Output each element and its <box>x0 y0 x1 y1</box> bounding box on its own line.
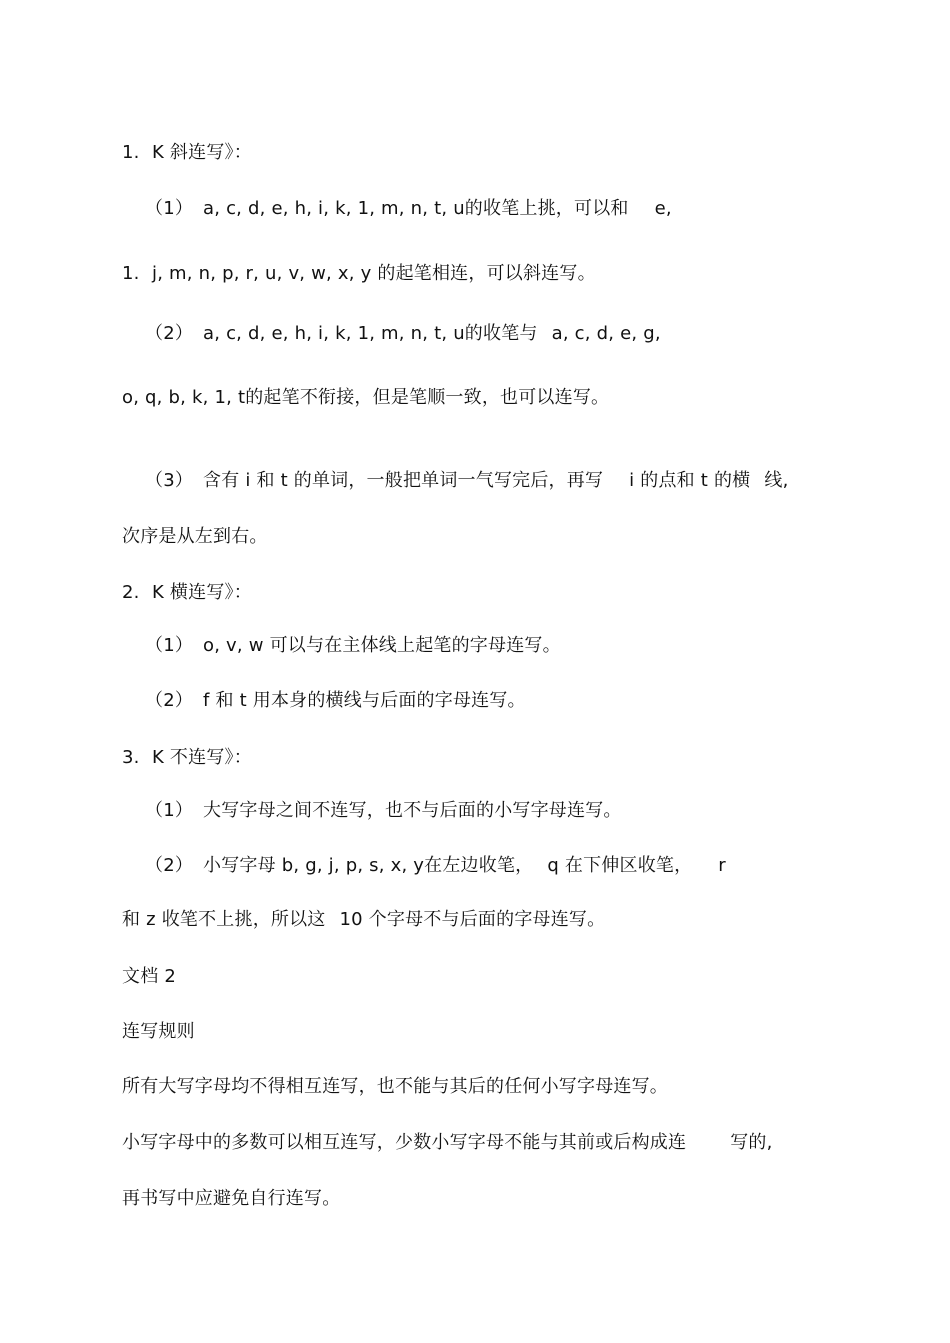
item-text: o, v, w 可以与在主体线上起笔的字母连写。 <box>203 635 561 656</box>
item-text: 大写字母之间不连写，也不与后面的小写字母连写。 <box>203 800 622 821</box>
section1-heading <box>122 142 830 164</box>
item-text: f 和 t 用本身的横线与后面的字母连写。 <box>203 690 526 711</box>
item-text: 和 z 收笔不上挑，所以这 <box>122 909 326 930</box>
section2-item1 <box>145 635 830 657</box>
section3-item1 <box>145 800 830 822</box>
doc2-subtitle: 连写规则 <box>122 1021 195 1042</box>
item-text: a, c, d, e, h, i, k, 1, m, n, t, u的收笔与 <box>203 323 538 344</box>
item-text-tail: a, c, d, e, g, <box>551 323 661 344</box>
section2-heading <box>122 582 830 604</box>
section3-heading <box>122 747 830 769</box>
item-number: （2） <box>145 323 194 344</box>
item-number: （1） <box>145 800 194 821</box>
item-text: 小写字母 b, g, j, p, s, x, y在左边收笔， <box>203 855 534 876</box>
item-number: （1） <box>145 198 194 219</box>
item-number: （1） <box>145 635 194 656</box>
section-number: 3. <box>122 747 140 768</box>
doc2-paragraph-1: 所有大写字母均不得相互连写，也不能与其后的任何小写字母连写。 <box>122 1076 668 1097</box>
section1-item1 <box>145 198 830 220</box>
section3-item2 <box>145 855 830 877</box>
item-number: 1. <box>122 263 140 284</box>
section1-item3-continuation: 次序是从左到右。 <box>122 526 268 547</box>
doc2-title: 文档 2 <box>122 966 176 987</box>
section-number: 1. <box>122 142 140 163</box>
item-text: j, m, n, p, r, u, v, w, x, y 的起笔相连，可以斜连写。 <box>152 263 596 284</box>
doc2-paragraph-2 <box>122 1132 830 1154</box>
section1-item2-continuation: o, q, b, k, 1, t的起笔不衔接，但是笔顺一致，也可以连写。 <box>122 387 610 408</box>
item-text-tail: 线, <box>764 470 789 491</box>
section-title: K 斜连写》： <box>152 142 252 163</box>
item-text-tail: 10 个字母不与后面的字母连写。 <box>339 909 606 930</box>
section-title: K 不连写》： <box>152 747 252 768</box>
paragraph-text-tail: 写的, <box>730 1132 773 1153</box>
paragraph-text: 小写字母中的多数可以相互连写，少数小写字母不能与其前或后构成连 <box>122 1132 687 1153</box>
item-text: a, c, d, e, h, i, k, 1, m, n, t, u的收笔上挑，可以和 <box>203 198 629 219</box>
section1-item2 <box>145 323 830 345</box>
item-number: （2） <box>145 690 194 711</box>
item-text-tail: e, <box>654 198 672 219</box>
item-text-tail: r <box>718 855 726 876</box>
doc2-paragraph-2-continuation: 再书写中应避免自行连写。 <box>122 1188 341 1209</box>
item-text-middle: i 的点和 t 的横 <box>629 470 751 491</box>
item-text: 含有 i 和 t 的单词，一般把单词一气写完后，再写 <box>203 470 604 491</box>
section-title: K 横连写》： <box>152 582 252 603</box>
section3-item2-continuation <box>122 909 830 931</box>
section-number: 2. <box>122 582 140 603</box>
item-number: （3） <box>145 470 194 491</box>
section1-subitem <box>122 263 830 285</box>
item-number: （2） <box>145 855 194 876</box>
item-text-middle: q 在下伸区收笔， <box>547 855 693 876</box>
section2-item2 <box>145 690 830 712</box>
section1-item3 <box>145 470 830 492</box>
